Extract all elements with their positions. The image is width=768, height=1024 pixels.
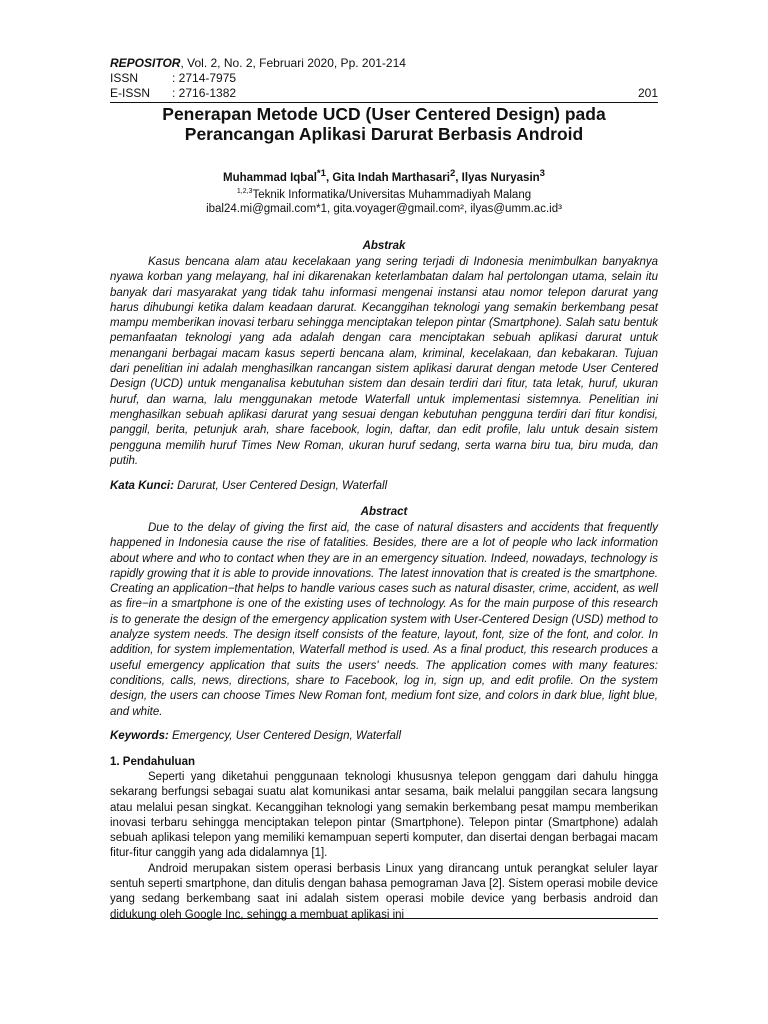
abstract-heading: Abstract: [360, 506, 408, 518]
journal-volume: , Vol. 2, No. 2, Februari 2020, Pp. 201-214: [180, 56, 406, 70]
page-number: 201: [637, 86, 658, 100]
issn-row: [110, 71, 658, 86]
abstract-keywords: [110, 730, 658, 742]
abstrak-heading: Abstrak: [362, 240, 406, 252]
issn-value: : 2714-7975: [172, 71, 237, 85]
journal-citation: [110, 56, 658, 71]
paper-title: [110, 104, 658, 144]
author-names: [110, 167, 658, 185]
affiliation-text: Teknik Informatika/Universitas Muhammadiyah Malang: [252, 188, 532, 201]
author-2: , Gita Indah Marthasari: [325, 171, 450, 184]
author-2-sup: 2: [449, 168, 456, 179]
kata-kunci-label: Kata Kunci:: [110, 480, 174, 492]
author-emails: ibal24.mi@gmail.com*1, gita.voyager@gmail.com², ilyas@umm.ac.id³: [206, 202, 562, 215]
eissn-row: [110, 86, 658, 101]
intro-paragraph-1: Seperti yang diketahui penggunaan teknologi khususnya telepon genggam dari dahulu hingga sekarang berfungsi sebagai suatu alat komunikasi antar sesama, baik melalui panggilan secara langsung atau melalui pesan singkat. Kecanggihan teknologi yang semakin berkembang pesat mampu memberikan inovasi terbaru sehingga menciptakan telepon pintar (Smartphone). Telepon pintar (Smartphone) adalah sebuah aplikasi telepon yang memiliki kemampuan seperti komputer, dan disertai dengan berbagai macam fitur-fitur canggih yang ada didalamnya [1].: [110, 771, 658, 860]
abstrak-keywords: [110, 480, 658, 492]
issn-label: ISSN: [110, 71, 139, 85]
section-heading-introduction: 1. Pendahuluan: [110, 756, 195, 768]
abstrak-body: [110, 255, 658, 469]
abstract-body: [110, 521, 658, 720]
journal-header: [110, 56, 658, 101]
intro-paragraph-2: Android merupakan sistem operasi berbasis Linux yang dirancang untuk perangkat seluler layar sentuh seperti smartphone, dan ditulis dengan bahasa pemograman Java [2]. Sistem operasi mobile device yang sedang berkembang saat ini adalah sistem operasi mobile device yang berbasis android dan didukung oleh Google Inc, sehingg a membuat aplikasi ini: [110, 862, 658, 921]
header-rule: [110, 102, 658, 103]
eissn-value: : 2716-1382: [172, 86, 237, 100]
title-line-1: Penerapan Metode UCD (User Centered Design) pada: [162, 104, 606, 124]
affiliation: [110, 185, 658, 202]
author-3: , Ilyas Nuryasin: [455, 171, 540, 184]
introduction-body: [110, 770, 658, 923]
author-block: [110, 167, 658, 216]
title-line-2: Perancangan Aplikasi Darurat Berbasis Android: [184, 124, 584, 144]
author-1-sup: *1: [316, 168, 326, 179]
keywords-label: Keywords:: [110, 730, 169, 742]
eissn-label: E-ISSN: [110, 86, 151, 100]
journal-name: REPOSITOR: [110, 56, 181, 70]
affiliation-sup: 1,2,3: [236, 187, 253, 195]
kata-kunci-value: Darurat, User Centered Design, Waterfall: [173, 480, 388, 492]
abstract-text: Due to the delay of giving the first aid, the case of natural disasters and accidents that frequently happened in Indonesia cause the rise of fatalities. Besides, there are a lot of people who lack information about where and who to contact when they are in an emergency situation. Indeed, nowadays, technology is rapidly growing that it is able to provide innovations. The latest innovation that is created is the smartphone. Creating an application−that helps to handle various cases such as natural disaster, crime, accident, as well as fire−in a smartphone is one of the existing uses of technology. As for the main purpose of this research is to generate the design of the emergency application system with User-Centered Design (USD) method to analyze system needs. The design itself consists of the feature, layout, font, size of the font, and color. In addition, for system implementation, Waterfall method is used. As a final product, this research produces a useful emergency application that suits the users' needs. The application comes with many features: conditions, calls, news, directions, share to Facebook, log in, sign up, and edit profile. On the system design, the users can choose Times New Roman font, medium font size, and colors in dark blue, light blue, and white.: [110, 522, 658, 718]
footer-rule: [110, 918, 658, 919]
keywords-value: Emergency, User Centered Design, Waterfall: [168, 730, 402, 742]
author-1: Muhammad Iqbal: [222, 171, 317, 184]
author-3-sup: 3: [539, 168, 545, 179]
abstrak-text: Kasus bencana alam atau kecelakaan yang sering terjadi di Indonesia menimbulkan banyaknya nyawa korban yang melayang, hal ini dikarenakan keterlambatan dalam hal pertolongan utama, selain itu banyak dari masyarakat yang tidak tahu informasi mengenai instansi atau nomor telepon darurat yang harus dihubungi ketika dalam keadaan darurat. Kecanggihan teknologi yang semakin berkembang pesat mampu memberikan inovasi terbaru sehingga menciptakan telepon pintar (Smartphone). Salah satu bentuk pemanfaatan teknologi yang ada adalah dengan cara menciptakan sebuah aplikasi darurat untuk menangani berbagai macam kasus seperti bencana alam, kriminal, kecelakaan, dan kebakaran. Tujuan dari penelitian ini adalah menghasilkan rancangan sistem aplikasi darurat dengan metode User Centered Design (UCD) untuk menganalisa kebutuhan sistem dan desain terdiri dari fitur, tata letak, huruf, ukuran huruf, dan warna, lalu menggunakan metode Waterfall untuk implementasi sistemnya. Penelitian ini menghasilkan sebuah aplikasi darurat yang sesuai dengan kebutuhan pengguna terdiri dari fitur kondisi, panggil, berita, petunjuk arah, share facebook, login, daftar, dan edit profile, lalu untuk desain sistem pengguna memilih huruf Times New Roman, ukuran huruf sedang, serta warna biru tua, biru muda, dan putih.: [110, 256, 658, 467]
